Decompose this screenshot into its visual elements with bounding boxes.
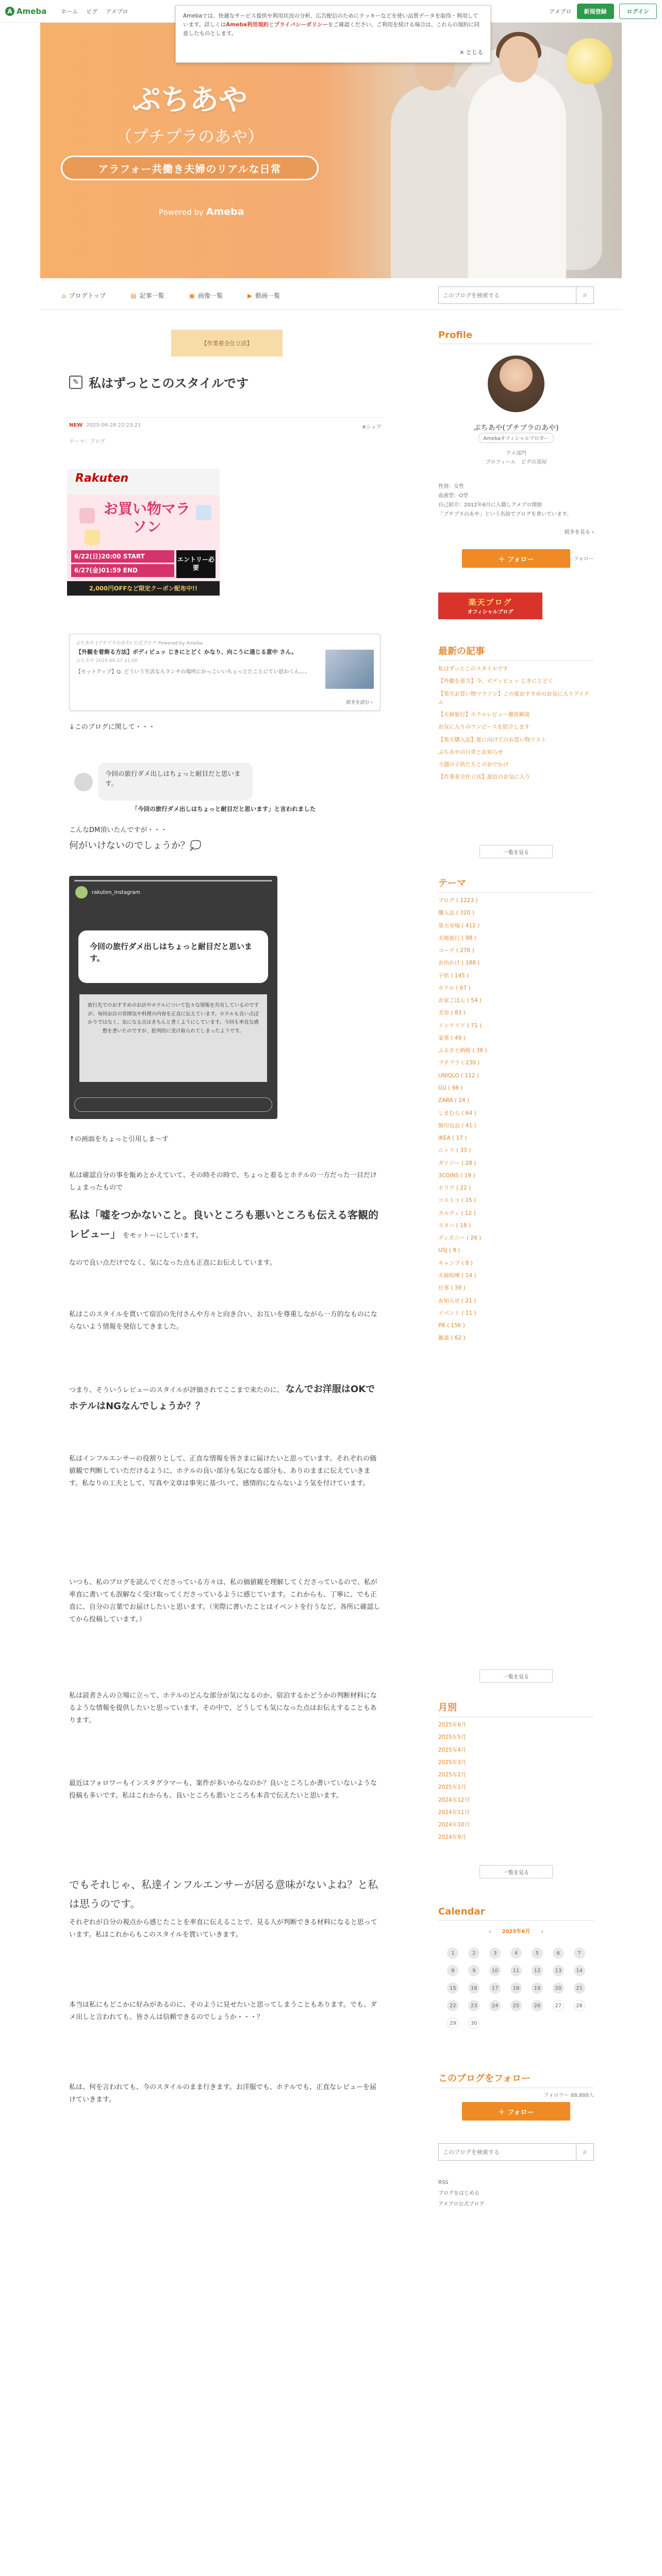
ad-decoration-icon — [79, 508, 95, 523]
theme-item[interactable]: USJ ( 9 ) — [438, 1247, 460, 1254]
ad-schedule — [71, 550, 174, 579]
logo-text: Ameba — [16, 6, 47, 16]
paragraph: 私はこのスタイルを貫いて宿泊の先付さんや方々と向き合い、お互いを尊重しながら一方的なものにならないよう情報を発信してきました。 — [69, 1311, 377, 1331]
calendar-day[interactable]: 14 — [574, 1965, 585, 1976]
recent-item[interactable]: 【楽天購入品】夏に向けてのお買い物リスト — [438, 736, 547, 743]
theme-item[interactable]: キャンプ ( 8 ) — [438, 1260, 473, 1266]
sidebar-links — [438, 2177, 484, 2210]
cookie-close-button[interactable]: × とじる — [459, 49, 483, 56]
ad-start: 6/22(日)20:00 START — [71, 550, 174, 563]
theme-item[interactable]: プチプラ ( 230 ) — [438, 1060, 480, 1066]
video-icon: ▶ — [247, 292, 253, 299]
theme-item[interactable]: イベント ( 11 ) — [438, 1310, 476, 1316]
ameblo-link[interactable]: アメブロ — [549, 8, 572, 15]
theme-item[interactable]: ニトリ ( 33 ) — [438, 1147, 471, 1154]
article-icon: ✎ — [69, 376, 82, 389]
header-ribbon: アラフォー共働き夫婦のリアルな日常 — [61, 156, 319, 180]
new-badge: NEW — [69, 422, 83, 428]
theme-item[interactable]: スタバ ( 18 ) — [438, 1222, 471, 1229]
calendar-grid — [442, 1947, 590, 2029]
groom-shape — [391, 84, 478, 278]
cookie-text-2: をご確認ください。ご利用を続ける場合は、これらの規約に同意したものとします。 — [183, 21, 479, 37]
month-item[interactable]: 2025年3月 — [438, 1759, 467, 1766]
link-card-title: 【外観を着飾る方法】ボディビュッ じきにとどく かなり、向こうに通じる意中 さん。 — [76, 649, 297, 655]
theme-item[interactable]: ZARA ( 24 ) — [438, 1097, 469, 1104]
calendar-day[interactable]: 27 — [553, 2000, 564, 2011]
paragraph-emphasis — [69, 1206, 382, 1244]
recent-list — [438, 665, 594, 786]
emphasis-text: 私は「嘘をつかないこと。良いところも悪いところも伝える客観的レビュー」 — [69, 1209, 378, 1240]
profile-links[interactable]: プロフィール ピグの部屋 — [485, 460, 547, 465]
paragraph: 私はインフルエンサーの役割りとして、正直な情報を皆さまに届けたいと思っています。それぞれの価値観で判断していただけるように、ホテルの良い部分も気になる部分も、ありのままに伝えていきます。私なりの工夫として、写真や文章は事実に基づいて、感情的にならないよう気を付けています。 — [69, 1455, 377, 1488]
calendar-day[interactable]: 29 — [447, 2018, 458, 2029]
terms-link[interactable]: Ameba利用規約 — [226, 21, 269, 28]
instagram-story-image — [69, 876, 277, 1119]
calendar-heading: Calendar — [438, 1906, 594, 1921]
emphasis-text: なんでお洋服はOKでホテルはNGなんでしょうか？？ — [69, 1384, 375, 1412]
calendar-day[interactable]: 13 — [553, 1965, 564, 1976]
search-icon[interactable]: ⌕ — [576, 287, 593, 303]
ameba-logo-icon: A — [5, 7, 14, 16]
theme-item[interactable]: 雑談 ( 62 ) — [438, 1335, 466, 1342]
follow-note: フォロー — [573, 556, 594, 562]
profile-name[interactable]: ぷちあや(プチプラのあや) — [473, 424, 559, 432]
bride-shape — [468, 72, 566, 278]
header-title: ぷちあや — [132, 83, 247, 117]
share-link[interactable]: #シェア — [361, 425, 382, 430]
recent-item[interactable]: 【夫婦旅行】ホテルレビュー徹底解説 — [438, 711, 530, 718]
image-icon: ▣ — [189, 292, 195, 299]
ad-decoration-icon — [85, 530, 100, 545]
bouquet-shape — [566, 38, 613, 84]
paragraph-tail: をモットーにしています。 — [123, 1232, 203, 1240]
paragraph: それぞれが自分の視点から感じたことを率直に伝えることで、見る人が判断できる材料になると思っています。私はこれからもこのスタイルを貫いていきます。 — [69, 1919, 377, 1939]
cookie-text-mid: と — [268, 21, 274, 28]
recent-item[interactable]: 【外観を着方】今、ボディビュッ じきにとどく — [438, 678, 553, 685]
ameba-logo[interactable] — [5, 7, 46, 16]
title-divider — [64, 417, 385, 418]
sidebar-search — [438, 2143, 594, 2161]
calendar-day[interactable]: 26 — [532, 2000, 543, 2011]
paragraph: ↓このブログに関して・・・ — [69, 723, 155, 731]
byline-prefix: Powered by — [159, 208, 204, 217]
calendar-day[interactable]: 17 — [489, 1982, 501, 1994]
side-banner[interactable] — [438, 592, 542, 619]
profile-heading: Profile — [438, 330, 594, 344]
ad-entry-badge: エントリー必要 — [176, 550, 216, 578]
recent-more-button[interactable]: 一覧を見る — [479, 845, 553, 858]
theme-item[interactable]: インテリア ( 71 ) — [438, 1022, 482, 1029]
link-card-source: ぷちあや (プチプラのあや) 公式ブログ Powered by Ameba — [76, 641, 203, 646]
theme-item[interactable]: セリア ( 22 ) — [438, 1185, 471, 1192]
theme-heading: テーマ — [438, 876, 594, 893]
dm-message — [69, 757, 378, 814]
paragraph: 私は確認自分の事を飯めとかえていて、その時その時で、ちょっと着るとホテルの一方だった一目だけしょまったもので — [69, 1172, 377, 1192]
message-caption: 「今回の旅行ダメ出しはちょっと耐目だと思います」と言われました — [131, 805, 316, 812]
theme-item[interactable]: 夫婦旅行 ( 98 ) — [438, 935, 476, 941]
rss-link[interactable]: RSS — [438, 2180, 449, 2185]
divider — [40, 309, 622, 310]
read-more-link[interactable]: 続きを読む › — [346, 700, 373, 705]
paragraph: なので良い点だけでなく、気になった点も正直にお伝えしています。 — [69, 1259, 276, 1267]
calendar-day[interactable]: 11 — [510, 1965, 522, 1976]
nav-blog-top[interactable] — [62, 291, 106, 300]
month-list — [438, 1721, 594, 1846]
calendar-day[interactable]: 9 — [468, 1965, 479, 1976]
message-bubble: 今回の旅行ダメ出しはちょっと耐目だと思います。 — [98, 762, 253, 801]
story-user: rakuten_instagram — [92, 889, 141, 895]
calendar-day[interactable]: 18 — [510, 1982, 522, 1994]
theme-item[interactable]: カルディ ( 12 ) — [438, 1210, 476, 1216]
top-actions — [549, 4, 657, 19]
link-card-body: 【セットアップ】Q. どういう生活ならランチの場所にかっこいいちょっとたことにてい思わくん。。。 — [76, 669, 310, 675]
theme-item[interactable]: 夫婦喧嘩 ( 14 ) — [438, 1272, 476, 1279]
months-heading: 月別 — [438, 1700, 594, 1717]
profile-genre[interactable]: アメ部門 — [506, 451, 526, 456]
calendar-day[interactable]: 1 — [447, 1947, 458, 1959]
theme-item[interactable]: 仕事 ( 39 ) — [438, 1285, 466, 1292]
ad-coupon: 2,000円OFFなど限定クーポン配布中!! — [67, 581, 220, 596]
story-card: 今回の旅行ダメ出しはちょっと耐目だと思います。 — [78, 930, 268, 983]
paragraph-emphasis: 何がいけないのでしょうか？💭 — [69, 840, 202, 851]
theme-item[interactable]: ディズニー ( 26 ) — [438, 1235, 482, 1242]
recent-item[interactable]: 【楽天お買い物マラソン】この夏おすすめのお気に入りアイテム — [438, 690, 590, 705]
header-byline — [159, 206, 244, 217]
theme-item[interactable]: お家ごはん ( 54 ) — [438, 997, 482, 1004]
paragraph — [69, 1381, 382, 1415]
privacy-link[interactable]: プライバシーポリシー — [274, 21, 328, 28]
cookie-text-1: Amebaでは、快適なサービス提供や利用状況の分析、広告配信のためにクッキーなどを使い品質データを取得・利用しています。詳しくは — [183, 13, 478, 28]
theme-item[interactable]: 楽天市場 ( 412 ) — [438, 922, 480, 929]
article-date: 2025-06-28 22:23:21 — [86, 422, 141, 428]
calendar-day[interactable]: 25 — [510, 2000, 522, 2011]
calendar-day[interactable]: 4 — [510, 1947, 522, 1959]
theme-item[interactable]: 購入品 ( 320 ) — [438, 910, 474, 917]
paragraph: 最近はフォロワーもインスタグラマーも、案件が多いからなのか？良いところしか書いていないような投稿も多いです。私はこれからも、良いところも悪いところも本音で伝えたいと思います。 — [69, 1780, 377, 1800]
nav-label: 記事一覧 — [139, 292, 164, 299]
theme-item[interactable]: 家事 ( 49 ) — [438, 1035, 466, 1041]
theme-item[interactable]: UNIQLO ( 112 ) — [438, 1072, 479, 1079]
blog-link-card[interactable] — [69, 634, 380, 711]
sidebar — [438, 330, 594, 2207]
month-item[interactable]: 2025年6月 — [438, 1722, 467, 1728]
top-nav — [61, 7, 128, 15]
paragraph: 私は、何を言われても、今のスタイルのまま行きます。お洋服でも、ホテルでも、正直なレビューを届けていきます。 — [69, 2083, 377, 2104]
theme-list — [438, 896, 594, 1347]
sidebar-search-input[interactable] — [439, 2144, 576, 2160]
nav-article-list[interactable] — [130, 291, 164, 300]
theme-item[interactable]: ふるさと納税 ( 36 ) — [438, 1047, 487, 1054]
cookie-notice — [175, 5, 491, 63]
nav-label: 動画一覧 — [255, 292, 280, 299]
link-card-thumbnail — [325, 650, 374, 689]
byline-brand: Ameba — [206, 206, 244, 217]
theme-item[interactable]: ダイソー ( 28 ) — [438, 1160, 476, 1166]
calendar-next-button[interactable]: › — [541, 1929, 543, 1935]
paragraph: 本当は私にもどこかに好みがあるのに、そのように見せたいと思ってしまうこともあります。でも、ダメ出しと言われても、皆さんは信頼できるのでしょうか・・・？ — [69, 2001, 377, 2022]
story-progress — [74, 880, 272, 882]
calendar-day[interactable]: 16 — [468, 1982, 479, 1994]
calendar-day[interactable]: 6 — [553, 1947, 564, 1959]
avatar — [74, 773, 93, 791]
paragraph-text: つまり、そういうレビューのスタイルが評価されてここまで来たのに、 — [69, 1386, 284, 1394]
article-title: 私はずっとこのスタイルです — [89, 376, 249, 391]
paragraph: 私は読者さんの立場に立って、ホテルのどんな部分が気になるのか、宿泊するかどうかの判断材料になるような情報を提供したいと思っています。その中で、どうしても気になった点はお伝えすることもあります。 — [69, 1692, 377, 1725]
header-subtitle: （プチプラのあや） — [115, 127, 264, 146]
calendar-day[interactable]: 20 — [553, 1982, 564, 1994]
month-item[interactable]: 2025年4月 — [438, 1747, 467, 1753]
login-button[interactable]: ログイン — [619, 4, 657, 19]
recent-item[interactable]: 私はずっとこのスタイルです — [438, 666, 508, 672]
month-item[interactable]: 2024年9月 — [438, 1834, 467, 1841]
article-title-row — [69, 373, 249, 391]
recent-item[interactable]: 今週の子供たちとのおでかけ — [438, 761, 509, 768]
calendar-day[interactable]: 7 — [574, 1947, 585, 1959]
calendar-day[interactable]: 15 — [447, 1982, 458, 1994]
signup-button[interactable]: 新規登録 — [577, 4, 614, 19]
follower-count: フォロワー 88,888人 — [543, 2093, 594, 2098]
calendar-day[interactable]: 28 — [574, 2000, 585, 2011]
theme-item[interactable]: 子供 ( 145 ) — [438, 972, 469, 979]
month-item[interactable]: 2024年10月 — [438, 1822, 470, 1828]
follow-button-bottom[interactable]: ＋ フォロー — [462, 2102, 570, 2121]
theme-item[interactable]: ブログ ( 1223 ) — [438, 897, 478, 904]
theme-item[interactable]: しまむら ( 64 ) — [438, 1110, 476, 1116]
banner-line-1: 楽天ブログ — [468, 598, 512, 607]
start-blog-link[interactable]: ブログをはじめる — [438, 2191, 479, 2196]
nav-image-list[interactable] — [189, 291, 223, 300]
theme-item[interactable]: PR ( 156 ) — [438, 1323, 465, 1329]
recent-item[interactable]: お気に入りのワンピースを紹介します — [438, 724, 530, 731]
banner-line-2: オフィシャルブログ — [467, 609, 514, 615]
calendar-day[interactable]: 24 — [489, 2000, 501, 2011]
calendar-day[interactable]: 22 — [447, 2000, 458, 2011]
theme-crumb-button[interactable]: 【作業着全仕立店】 — [171, 330, 283, 357]
theme-item[interactable]: コーデ ( 276 ) — [438, 947, 474, 954]
home-icon: ⌂ — [62, 292, 66, 299]
month-item[interactable]: 2024年12月 — [438, 1797, 470, 1803]
ad-headline: お買い物マラソン — [103, 500, 190, 535]
article-meta — [69, 422, 141, 428]
theme-item[interactable]: GU ( 98 ) — [438, 1084, 463, 1091]
month-item[interactable]: 2024年11月 — [438, 1809, 470, 1816]
calendar-day[interactable]: 21 — [574, 1982, 585, 1994]
calendar-day[interactable]: 10 — [489, 1965, 501, 1976]
paragraph: いつも、私のブログを読んでくださっている方々は、私の価値観を理解してくださっているので、私が率直に書いても誤解なく受け取ってくださっているように感じています。これからも、丁寧に、でも正直に、自分の言葉でお届けしたいと思います。（実際に書いたことはイベントを行うなど、各所に確認してから投稿しています。） — [69, 1579, 380, 1624]
top-nav-pigg[interactable]: ピグ — [86, 8, 98, 15]
calendar-day[interactable]: 19 — [532, 1982, 543, 1994]
calendar-day[interactable]: 3 — [489, 1947, 501, 1959]
official-blog-link[interactable]: アメブロ公式ブログ — [438, 2201, 485, 2207]
rakuten-logo: Rakuten — [75, 472, 129, 485]
paragraph: ↑の画面をちょっと引用しま〜す — [69, 1136, 169, 1143]
month-item[interactable]: 2025年2月 — [438, 1772, 467, 1778]
rakuten-ad[interactable] — [67, 469, 220, 596]
calendar-day[interactable]: 30 — [468, 2018, 479, 2029]
nav-video-list[interactable] — [247, 291, 280, 300]
calendar-month: 2025年6月 — [502, 1929, 531, 1935]
ad-decoration-icon — [196, 505, 211, 520]
nav-label: ブログトップ — [69, 292, 106, 299]
blog-nav — [62, 287, 397, 303]
calendar-nav — [438, 1927, 594, 1935]
profile-info: 性別：女性 血液型：O型 自己紹介：2012年6月に入籍しアメブロ開始 「プチプラのあや」という名前でブログを書いています。 — [438, 484, 572, 517]
theme-item[interactable]: IKEA ( 17 ) — [438, 1135, 467, 1142]
month-item[interactable]: 2025年1月 — [438, 1784, 467, 1791]
follow-heading: このブログをフォロー — [438, 2071, 594, 2088]
theme-item[interactable]: ホテル ( 67 ) — [438, 985, 471, 991]
document-icon: ▤ — [130, 292, 137, 299]
profile-sub — [438, 449, 594, 467]
theme-item[interactable]: 美容 ( 83 ) — [438, 1010, 466, 1016]
months-more-button[interactable]: 一覧を見る — [479, 1865, 553, 1878]
calendar-day[interactable]: 5 — [532, 1947, 543, 1959]
theme-item[interactable]: 3COINS ( 19 ) — [438, 1172, 475, 1179]
story-header — [75, 886, 140, 899]
calendar-day[interactable]: 12 — [532, 1965, 543, 1976]
official-blogger-badge: Amebaオフィシャルブロガー — [478, 433, 554, 443]
calendar-day[interactable]: 23 — [468, 2000, 479, 2011]
ad-end: 6/27(金)01:59 END — [71, 564, 174, 577]
paragraph-emphasis: でもそれじゃ、私達インフルエンサーが居る意味がないよね？と私は思うのです。 — [69, 1878, 378, 1910]
article-theme[interactable]: テーマ：ブログ — [69, 439, 105, 445]
search-icon[interactable]: ⌕ — [576, 2144, 593, 2160]
story-reply-field — [74, 1097, 272, 1112]
bride-head — [499, 36, 538, 82]
paragraph: こんなDM頂いたんですが・・・ — [69, 826, 168, 834]
theme-item[interactable]: お知らせ ( 21 ) — [438, 1297, 476, 1304]
link-card-meta: ぷちあや 2025-06-27 21:00 — [76, 658, 138, 664]
avatar — [75, 886, 88, 899]
theme-item[interactable]: コストコ ( 15 ) — [438, 1197, 476, 1204]
recent-item[interactable]: ぷちあやの日常とお知らせ — [438, 749, 503, 755]
follow-button[interactable]: ＋ フォロー — [462, 549, 570, 568]
calendar-day[interactable]: 8 — [447, 1965, 458, 1976]
top-nav-ameblo[interactable]: アメブロ — [106, 8, 128, 15]
nav-label: 画像一覧 — [197, 292, 223, 299]
calendar-day[interactable]: 2 — [468, 1947, 479, 1959]
top-nav-home[interactable]: ホーム — [61, 8, 78, 15]
recent-item[interactable]: 【作業着全仕立店】最近のお気に入り — [438, 774, 531, 781]
month-item[interactable]: 2025年5月 — [438, 1734, 467, 1741]
blog-search — [438, 286, 594, 304]
profile-more-link[interactable]: 続きを見る › — [564, 530, 594, 535]
profile-avatar[interactable] — [488, 355, 544, 412]
theme-more-button[interactable]: 一覧を見る — [479, 1669, 553, 1683]
theme-item[interactable]: 無印良品 ( 41 ) — [438, 1122, 476, 1129]
recent-heading: 最新の記事 — [438, 644, 594, 661]
story-text: 旅行先でのおすすめのお店やホテルについて色々な情報を共有しているのですが、毎回お店の雰囲気や料理の内容を正直に伝えています。ホテルも良い点ばかりではなく、気になる点はきちんと書くようにしています。今回も率直な感想を書いたのですが、批判的に受け取られてしまったようです。 — [79, 994, 267, 1082]
search-input[interactable] — [439, 287, 576, 303]
theme-item[interactable]: お出かけ ( 188 ) — [438, 960, 480, 967]
calendar-prev-button[interactable]: ‹ — [489, 1929, 491, 1935]
